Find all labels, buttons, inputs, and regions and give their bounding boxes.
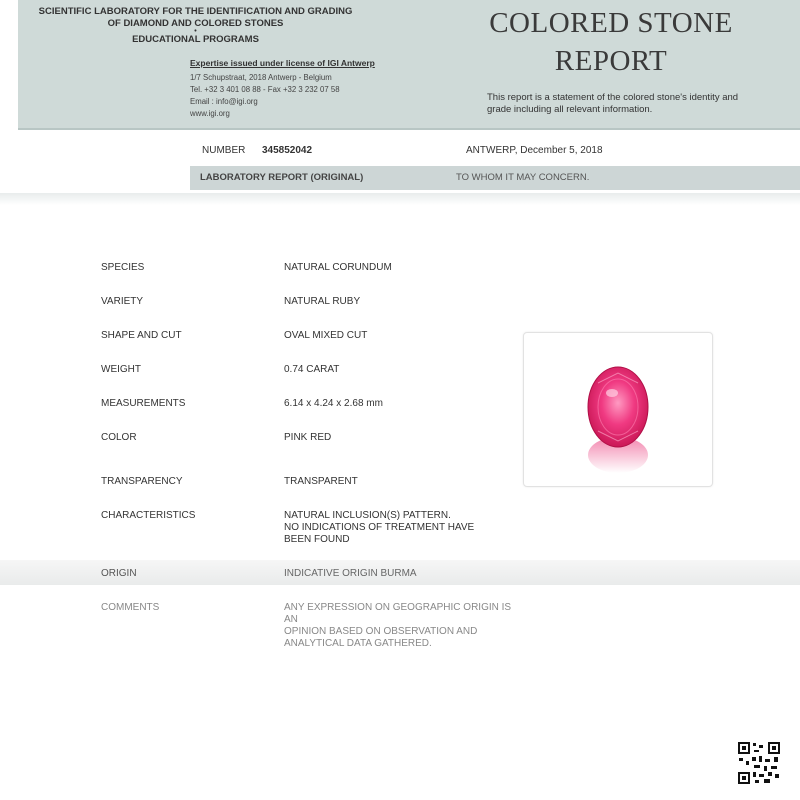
number-value: 345852042 — [262, 145, 313, 156]
report-number-row — [190, 138, 800, 164]
field-value: NATURAL CORUNDUM — [284, 262, 392, 273]
license-statement: Expertise issued under license of IGI Antwerp — [190, 58, 375, 68]
lab-email: Email : info@igi.org — [190, 97, 258, 106]
field-label: COMMENTS — [101, 602, 160, 613]
lab-contact — [190, 72, 340, 120]
paper-fold — [0, 193, 800, 205]
report-type: LABORATORY REPORT (ORIGINAL) — [200, 172, 364, 183]
lab-address: 1/7 Schupstraat, 2018 Antwerp - Belgium — [190, 73, 332, 82]
field-label: COLOR — [101, 432, 137, 443]
stone-photo — [523, 332, 713, 487]
place-date: ANTWERP, December 5, 2018 — [466, 145, 603, 156]
field-label: MEASUREMENTS — [101, 398, 186, 409]
value-line: NO INDICATIONS OF TREATMENT HAVE — [284, 522, 475, 533]
field-value: TRANSPARENT — [284, 476, 358, 487]
value-line: ANALYTICAL DATA GATHERED. — [284, 638, 432, 649]
field-label: ORIGIN — [101, 568, 137, 579]
separator-dot-icon: • — [194, 28, 197, 35]
field-label: WEIGHT — [101, 364, 141, 375]
report-addressee: TO WHOM IT MAY CONCERN. — [456, 172, 590, 183]
report-title-line2: REPORT — [554, 45, 668, 77]
number-label: NUMBER — [202, 145, 246, 156]
header-divider — [18, 128, 800, 130]
field-value — [284, 602, 514, 650]
field-value — [284, 510, 514, 546]
field-label: TRANSPARENCY — [101, 476, 183, 487]
oval-ruby-image — [524, 333, 712, 486]
field-value: NATURAL RUBY — [284, 296, 361, 307]
lab-name-line1: SCIENTIFIC LABORATORY FOR THE IDENTIFICATION AND GRADING — [38, 6, 353, 17]
field-value: 6.14 x 4.24 x 2.68 mm — [284, 398, 383, 409]
lab-website: www.igi.org — [190, 109, 230, 118]
field-value: INDICATIVE ORIGIN BURMA — [284, 568, 417, 579]
lab-name — [18, 6, 373, 46]
lab-name-line2: OF DIAMOND AND COLORED STONES — [107, 18, 284, 29]
lab-phone: Tel. +32 3 401 08 88 - Fax +32 3 232 07 58 — [190, 85, 340, 94]
field-value: 0.74 CARAT — [284, 364, 340, 375]
field-label: SHAPE AND CUT — [101, 330, 182, 341]
qr-code-icon — [737, 741, 781, 785]
report-title-line1: COLORED STONE — [489, 7, 733, 39]
field-label: CHARACTERISTICS — [101, 510, 196, 521]
report-title — [466, 4, 756, 80]
value-line: ANY EXPRESSION ON GEOGRAPHIC ORIGIN IS AN — [284, 602, 512, 625]
value-line: OPINION BASED ON OBSERVATION AND — [284, 626, 478, 637]
report-description: This report is a statement of the colored stone's identity and grade including all relevant information. — [487, 92, 739, 115]
field-value: OVAL MIXED CUT — [284, 330, 368, 341]
field-label: VARIETY — [101, 296, 144, 307]
value-line: NATURAL INCLUSION(S) PATTERN. — [284, 510, 451, 521]
value-line: BEEN FOUND — [284, 534, 350, 545]
lab-name-line3: EDUCATIONAL PROGRAMS — [132, 34, 259, 45]
field-value: PINK RED — [284, 432, 332, 443]
report-type-bar — [190, 166, 800, 190]
field-label: SPECIES — [101, 262, 145, 273]
